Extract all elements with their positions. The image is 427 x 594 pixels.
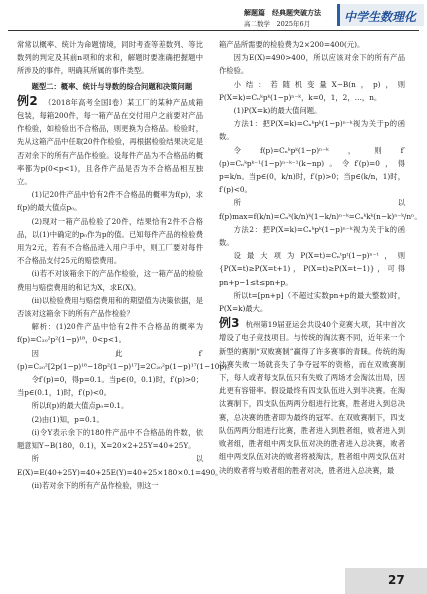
paragraph: 因为E(X)=490>400，所以应该对余下的所有产品作检验。	[219, 53, 405, 76]
paragraph: (i)若不对该箱余下的产品作检验，这一箱产品的检验费用与赔偿费用的和记为X，求E(X)。	[17, 269, 203, 292]
page-header	[0, 0, 427, 34]
paragraph: (ii)以检验费用与赔偿费用和的期望值为决策依据，是否该对这箱余下的所有产品作检验？	[17, 295, 203, 319]
example-label: 例2	[17, 93, 38, 108]
header-issue: 高二数学 2025年6月	[244, 20, 311, 28]
example-paragraph	[219, 317, 405, 476]
header-rule	[8, 30, 419, 31]
example-text: 杭州第19届亚运会共设40个竞赛大项，其中首次增设了电子竞技项目。与传统的淘汰赛不同，近年来一个新型的赛制“双败赛制”赢得了许多赛事的青睐。传统的淘汰赛失败一场就丧失了争夺冠军的资格，而在双败赛制下，每人或者每支队伍只有失败了两场才会淘汰出局，因此更有容错率。假设最终有四支队伍进入到半决赛。在淘汰赛制下，四支队伍两两分组进行比赛，胜者进入到总决赛，总决赛的胜者即为最终的冠军。在双败赛制下，四支队伍两两分组进行比赛，胜者进入到胜者组，败者进入到败者组，胜者组中两支队伍对决的胜者进入总决赛，败者组中两支队伍对决的败者将被淘汰，胜者组中两支队伍对决的败者将与败者组的胜者对决，胜者进入总决赛，最	[219, 320, 405, 475]
footer-bar	[345, 568, 427, 594]
paragraph: 常常以概率、统计为命题情境，同时考查等差数列、等比数列的判定及其前n项和的求和，解题时要准确把握题中所涉及的事件，明确其所属的事件类型。	[17, 40, 203, 76]
right-column	[219, 38, 422, 477]
section-heading: 题型二：概率、统计与导数的综合问题和决策问题	[31, 81, 193, 91]
page-footer	[0, 568, 427, 594]
paragraph: 小结：若随机变量X∼B(n，p)，则P(X=k)=Cₙᵏpᵏ(1−p)ⁿ⁻ᵏ，k=0，1，2，…，n。	[219, 79, 405, 102]
paragraph: 令f′(p)=0，得p=0.1。当p∈(0，0.1)时，f′(p)>0；当p∈(0.1，1)时，f′(p)<0。	[17, 375, 203, 398]
paragraph: 所以E(X)=E(40+25Y)=40+25E(Y)=40+25×180×0.1=490。	[17, 454, 223, 477]
paragraph: (2)由(1)知，p=0.1。	[31, 414, 104, 424]
paragraph: (2)现对一箱产品检验了20件，结果恰有2件不合格品，以(1)中确定的p₀作为p的值。已知每件产品的检验费用为2元，若有不合格品进入用户手中，则工厂要对每件不合格品支付25元的赔偿费用。	[17, 216, 203, 266]
paragraph: 所以t=[pn+p]（不超过实数pn+p的最大整数)时，P(X=k)最大。	[219, 290, 405, 314]
paragraph: 所以f(p)的最大值点p₀=0.1。	[31, 401, 129, 411]
paragraph: 方法1：把P(X=k)=Cₙᵏpᵏ(1−p)ⁿ⁻ᵏ视为关于p的函数。	[219, 119, 405, 142]
paragraph: (i)令Y表示余下的180件产品中不合格品的件数，依题意知Y∼B(180，0.1)，X=20×2+25Y=40+25Y。	[17, 427, 203, 451]
example-text: （2018年高考全国Ⅰ卷）某工厂的某种产品成箱包装，每箱200件，每一箱产品在交付用户之前要对产品作检验，如检验出不合格品，则更换为合格品。检验时，先从这箱产品中任取20件作检验，再根据检验结果决定是否对余下的所有产品作检验。设每件产品为不合格品的概率都为p(0<p<1)，且各件产品是否为不合格品相互独立。	[17, 97, 204, 187]
page-number: 27	[388, 573, 405, 587]
header-section-title: 解题篇 经典题突破方法	[244, 8, 321, 17]
example-label: 例3	[219, 316, 240, 331]
paragraph: (1)记20件产品中恰有2件不合格品的概率为f(p)，求f(p)的最大值点p₀。	[17, 190, 203, 213]
paragraph: 令f(p)=Cₙᵏpᵏ(1−p)ⁿ⁻ᵏ，则f′(p)=Cₙᵏpᵏ⁻¹(1−p)ⁿ⁻ᵏ⁻¹(k−np)。令f′(p)=0，得p=k/n。当p∈(0，k/n)时，f′(p)>0；当p∈(k/n，1)时，f′(p)<0。	[219, 145, 405, 195]
example-paragraph	[17, 95, 203, 188]
logo-text: 中学生数理化	[344, 10, 417, 24]
paragraph: 所以f(p)max=f(k/n)=Cₙᵏ(k/n)ᵏ(1−k/n)ⁿ⁻ᵏ=Cₙᵏkᵏ(n−k)ⁿ⁻ᵏ/nⁿ。	[219, 198, 422, 221]
paragraph: 解析：(1)20件产品中恰有2件不合格品的概率为f(p)=C₂₀²p²(1−p)¹⁸，0<p<1。	[17, 322, 203, 345]
paragraph: 因此f′(p)=C₂₀²[2p(1−p)¹⁸−18p²(1−p)¹⁷]=2C₂₀²p(1−p)¹⁷(1−10p)。	[17, 348, 235, 371]
magazine-logo	[337, 4, 424, 26]
paragraph: 方法2：把P(X=k)=Cₙᵏpᵏ(1−p)ⁿ⁻ᵏ视为关于k的函数。	[219, 224, 405, 248]
paragraph: (ii)若对余下的所有产品作检验，则这一	[31, 480, 159, 490]
paragraph: 设最大项为P(X=t)=Cₙᵗpᵗ(1−p)ⁿ⁻ᵗ，则{P(X=t)≥P(X=t+1)，P(X=t)≥P(X=t−1)}，可得pn+p−1≤t≤pn+p。	[219, 251, 405, 287]
paragraph: 箱产品所需要的检验费为2×200=400(元)。	[219, 40, 365, 49]
paragraph: (1)P(X=k)的最大值问题。	[233, 106, 322, 116]
